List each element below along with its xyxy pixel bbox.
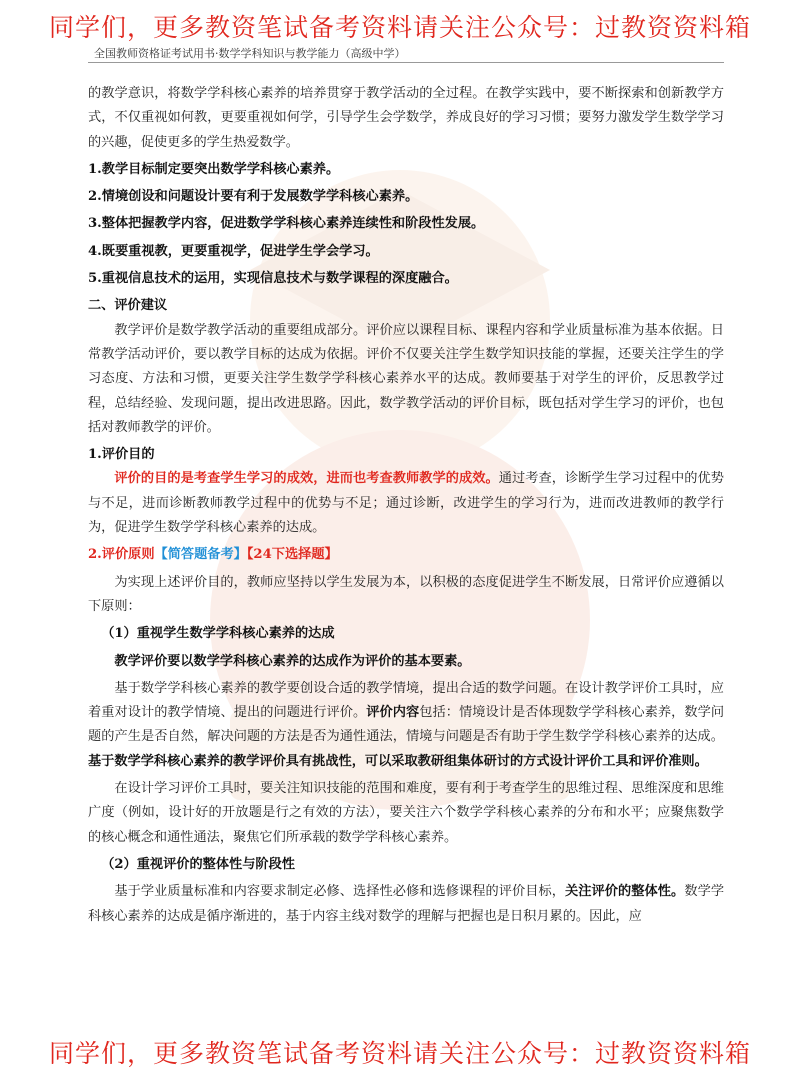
list-item-2: 2.情境创设和问题设计要有利于发展数学学科核心素养。 <box>88 189 419 205</box>
subheading-evaluation-purpose: 1.评价目的 <box>88 447 155 463</box>
evaluation-paragraph: 教学评价是数学教学活动的重要组成部分。评价应以课程目标、课程内容和学业质量标准为基本依据。日常教学活动评价，要以教学目标的达成为依据。评价不仅要关注学生数学知识技能的掌握，还要关注学生的学习态度、方法和习惯，更要关注学生数学学科核心素养水平的达成。教师要基于对学生的评价，反思教学过程，总结经验、发现问题，提出改进思路。因此，数学教学活动的评价目标，既包括对学生学习的评价，也包括对教师教学的评价。 <box>88 322 724 435</box>
principle-1-bold-term: 评价内容 <box>366 705 420 721</box>
list-item-5: 5.重视信息技术的运用，实现信息技术与数学课程的深度融合。 <box>88 271 458 287</box>
principle-2-paragraph <box>88 880 724 929</box>
principle-1-text-a: 基于数学学科核心素养的教学要创设合适的教学情境，提出合适的数学问题。在设计教学评价工具时，应着重对设计的教学情境、提出的问题进行评价。 <box>88 680 724 721</box>
principle-1-paragraph-2: 在设计学习评价工具时，要关注知识技能的范围和难度，要有利于考查学生的思维过程、思维深度和思维广度（例如，设计好的开放题是行之有效的方法），要关注六个数学学科核心素养的分布和水平；应聚焦数学的核心概念和通性通法，聚焦它们所承载的数学学科核心素养。 <box>88 781 724 845</box>
principle-2-text-b: 数学学科核心素养的达成是循序渐进的，基于内容主线对数学的理解与把握也是日积月累的。因此，应 <box>88 884 725 924</box>
principles-title: 2.评价原则 <box>88 547 155 563</box>
page-content <box>88 82 724 929</box>
page-subtitle: 全国教师资格证考试用书·数学学科知识与教学能力（高级中学） <box>94 47 406 60</box>
section-heading-evaluation: 二、评价建议 <box>88 298 168 314</box>
principle-1-bold-sentence: 基于数学学科核心素养的教学评价具有挑战性，可以采取教研组集体研讨的方式设计评价工具和评价准则。 <box>88 753 708 769</box>
principle-1-key-point: 教学评价要以数学学科核心素养的达成作为评价的基本要素。 <box>114 653 471 669</box>
principle-1-title: （1）重视学生数学学科核心素养的达成 <box>101 626 335 642</box>
exam-tag-short-answer: 【简答题备考】 <box>154 547 247 563</box>
principle-2-title: （2）重视评价的整体性与阶段性 <box>101 856 295 872</box>
principle-2-bold: 关注评价的整体性。 <box>565 884 685 900</box>
list-item-4: 4.既要重视教，更要重视学，促进学生学会学习。 <box>88 243 379 259</box>
list-item-1: 1.教学目标制定要突出数学学科核心素养。 <box>88 161 340 177</box>
header-divider <box>88 62 724 63</box>
bottom-banner: 同学们，更多教资笔试备考资料请关注公众号：过教资资料箱 <box>48 1039 751 1068</box>
principles-paragraph: 为实现上述评价目的，教师应坚持以学生发展为本，以积极的态度促进学生不断发展，日常评价应遵循以下原则： <box>88 574 724 614</box>
highlight-purpose: 评价的目的是考查学生学习的成效，进而也考查教师教学的成效。 <box>114 471 499 487</box>
principle-2-text-a: 基于学业质量标准和内容要求制定必修、选择性必修和选修课程的评价目标， <box>114 884 566 900</box>
subheading-evaluation-principles <box>88 543 724 567</box>
principle-1-text-b: 包括：情境设计是否体现数学学科核心素养，数学问题的产生是否自然，解决问题的方法是否为通性通法，情境与问题是否有助于学生数学学科核心素养的达成。 <box>88 705 725 745</box>
list-item-3: 3.整体把握教学内容，促进数学学科核心素养连续性和阶段性发展。 <box>88 216 485 232</box>
top-banner: 同学们，更多教资笔试备考资料请关注公众号：过教资资料箱 <box>48 13 751 42</box>
exam-tag-choice: 【24下选择题】 <box>246 547 338 563</box>
principle-1-paragraph <box>88 677 724 774</box>
purpose-text: 通过考查，诊断学生学习过程中的优势与不足，进而诊断教师教学过程中的优势与不足；通过诊断，改进学生的学习行为，进而改进教师的教学行为，促进学生数学学科核心素养的达成。 <box>88 471 724 536</box>
intro-paragraph: 的教学意识，将数学学科核心素养的培养贯穿于教学活动的全过程。在教学实践中，要不断探索和创新教学方式，不仅重视如何教，更要重视如何学，引导学生会学数学，养成良好的学习习惯；要努力激发学生数学学习的兴趣，促使更多的学生热爱数学。 <box>88 86 724 150</box>
evaluation-purpose-paragraph <box>88 467 724 540</box>
